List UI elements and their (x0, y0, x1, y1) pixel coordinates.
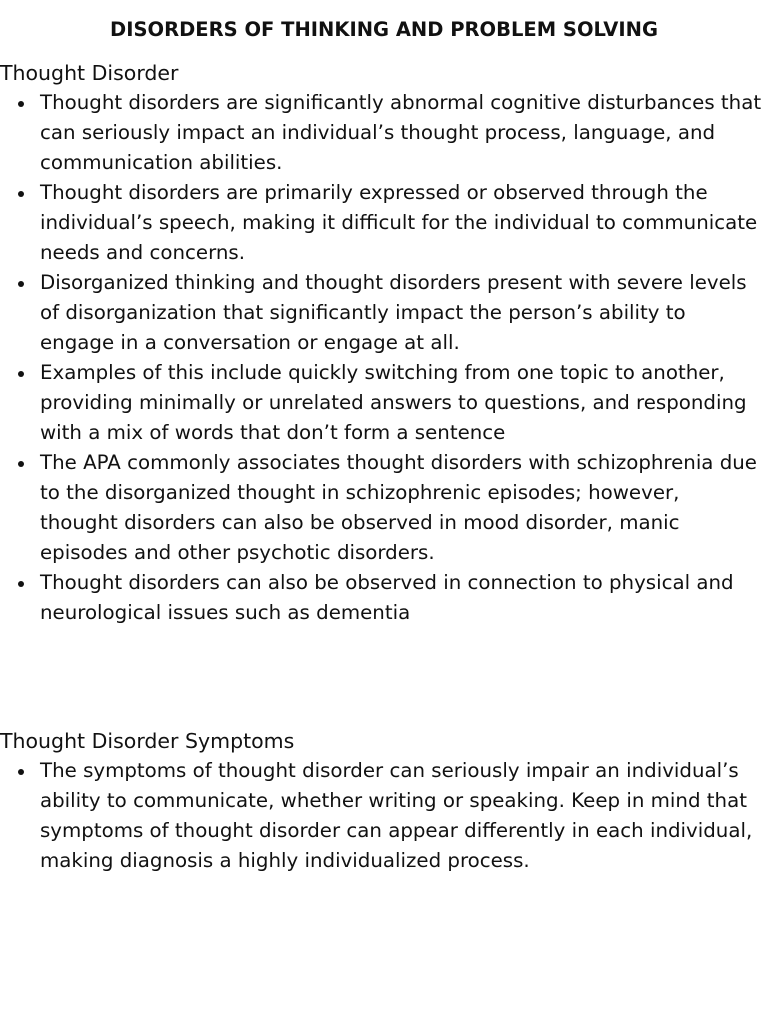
list-item (0, 88, 768, 178)
list-item-text: The APA commonly associates thought disorders with schizophrenia due to the disorganized thought in schizophrenic episodes; however, thought disorders can also be observed in mood disorder, manic episodes and other psychotic disorders. (40, 451, 757, 564)
list-item (0, 178, 768, 268)
bullet-icon (18, 461, 24, 467)
list-item-text: Examples of this include quickly switching from one topic to another, providing minimally or unrelated answers to questions, and responding with a mix of words that don’t form a sentence (40, 361, 747, 444)
section-heading: Thought Disorder (0, 61, 179, 85)
list-item (0, 358, 768, 448)
list-item-text: Thought disorders are primarily expressed or observed through the individual’s speech, making it difficult for the individual to communicate needs and concerns. (40, 181, 758, 264)
section-thought-disorder (0, 58, 768, 628)
bullet-icon (18, 371, 24, 377)
list-item-text: Thought disorders are significantly abnormal cognitive disturbances that can seriously impact an individual’s thought process, language, and communication abilities. (40, 91, 762, 174)
list-item-text: Thought disorders can also be observed in connection to physical and neurological issues such as dementia (40, 571, 734, 624)
bullet-icon (18, 101, 24, 107)
page-title: DISORDERS OF THINKING AND PROBLEM SOLVING (110, 18, 658, 41)
bullet-list (0, 756, 768, 876)
section-heading: Thought Disorder Symptoms (0, 729, 295, 753)
list-item (0, 448, 768, 568)
section-thought-disorder-symptoms (0, 726, 768, 876)
list-item (0, 756, 768, 876)
bullet-icon (18, 769, 24, 775)
list-item (0, 568, 768, 628)
list-item-text: The symptoms of thought disorder can seriously impair an individual’s ability to communicate, whether writing or speaking. Keep in mind that symptoms of thought disorder can appear differently in each individual, making diagnosis a highly individualized process. (40, 759, 753, 872)
bullet-icon (18, 581, 24, 587)
bullet-list (0, 88, 768, 628)
bullet-icon (18, 191, 24, 197)
bullet-icon (18, 281, 24, 287)
list-item-text: Disorganized thinking and thought disorders present with severe levels of disorganization that significantly impact the person’s ability to engage in a conversation or engage at all. (40, 271, 747, 354)
list-item (0, 268, 768, 358)
